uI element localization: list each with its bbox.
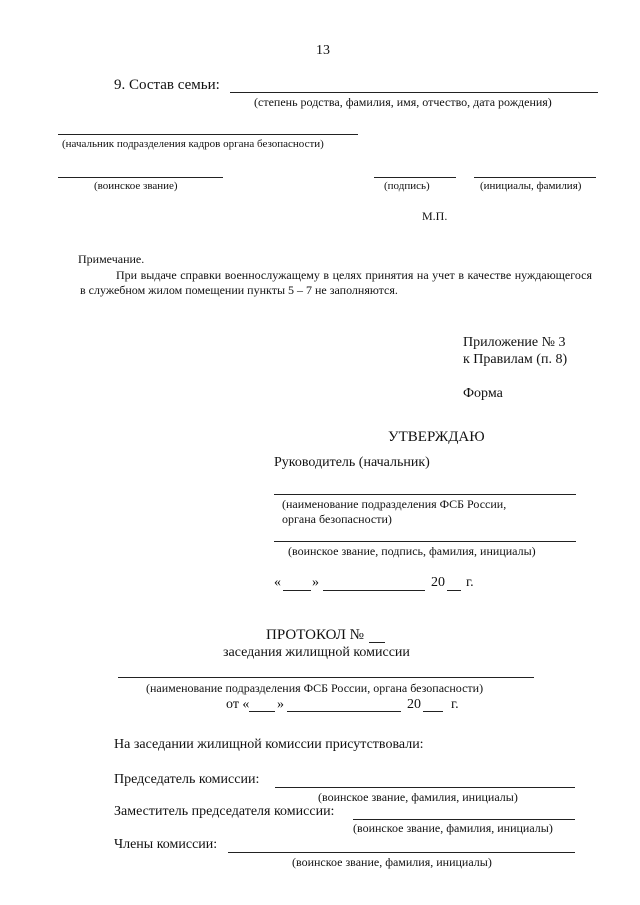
approve-title: УТВЕРЖДАЮ (388, 429, 485, 445)
note-title: Примечание. (78, 252, 145, 266)
protocol-org-line (118, 677, 534, 678)
members-caption: (воинское звание, фамилия, инициалы) (292, 855, 492, 869)
family-caption: (степень родства, фамилия, имя, отчество, дата рождения) (254, 95, 552, 109)
deputy-line (353, 819, 575, 820)
protocol-from: от « (226, 697, 250, 712)
initials-line (474, 177, 596, 178)
approve-year-prefix: 20 (431, 575, 445, 590)
approve-head: Руководитель (начальник) (274, 455, 430, 470)
protocol-year-suffix: г. (451, 697, 459, 712)
family-label: 9. Состав семьи: (114, 77, 220, 93)
protocol-month-line (287, 711, 401, 712)
members-label: Члены комиссии: (114, 837, 218, 852)
appendix-form: Форма (463, 386, 503, 401)
protocol-date-close: » (277, 697, 284, 712)
head-hr-caption: (начальник подразделения кадров органа безопасности) (62, 138, 324, 150)
attendance-intro: На заседании жилищной комиссии присутствовали: (114, 737, 424, 752)
rank-caption: (воинское звание) (94, 180, 178, 192)
approve-year-suffix: г. (466, 575, 474, 590)
protocol-number-line (369, 642, 385, 643)
rank-line (58, 177, 223, 178)
approve-month-line (323, 590, 425, 591)
approve-date-close: » (312, 575, 319, 590)
protocol-title: ПРОТОКОЛ № (266, 627, 364, 643)
chair-line (275, 787, 575, 788)
approve-day-line (283, 590, 311, 591)
approve-caption1-line2: органа безопасности) (282, 512, 392, 526)
approve-caption2: (воинское звание, подпись, фамилия, инициалы) (288, 544, 536, 558)
approve-date-open: « (274, 575, 281, 590)
sign-line (374, 177, 456, 178)
appendix-line1: Приложение № 3 (463, 335, 566, 350)
approve-caption1-line1: (наименование подразделения ФСБ России, (282, 497, 507, 511)
initials-caption: (инициалы, фамилия) (480, 180, 582, 192)
page-number: 13 (316, 43, 330, 58)
seal-mark: М.П. (422, 209, 448, 223)
protocol-year-line (423, 711, 443, 712)
chair-label: Председатель комиссии: (114, 772, 260, 787)
note-text: При выдаче справки военнослужащему в целях принятия на учет в качестве нуждающегося в служебном жилом помещении пункты 5 – 7 не заполняются. (80, 268, 592, 297)
approve-org-line (274, 494, 576, 495)
protocol-year-prefix: 20 (407, 697, 421, 712)
deputy-label: Заместитель председателя комиссии: (114, 804, 335, 819)
head-hr-line (58, 134, 358, 135)
sign-caption: (подпись) (384, 180, 430, 192)
deputy-caption: (воинское звание, фамилия, инициалы) (353, 821, 553, 835)
protocol-subtitle: заседания жилищной комиссии (223, 645, 410, 660)
approve-year-line (447, 590, 461, 591)
protocol-caption: (наименование подразделения ФСБ России, органа безопасности) (146, 681, 484, 695)
approve-sign-line (274, 541, 576, 542)
protocol-day-line (249, 711, 275, 712)
family-line (230, 92, 598, 93)
chair-caption: (воинское звание, фамилия, инициалы) (318, 790, 518, 804)
members-line (228, 852, 575, 853)
appendix-line2: к Правилам (п. 8) (463, 352, 568, 367)
